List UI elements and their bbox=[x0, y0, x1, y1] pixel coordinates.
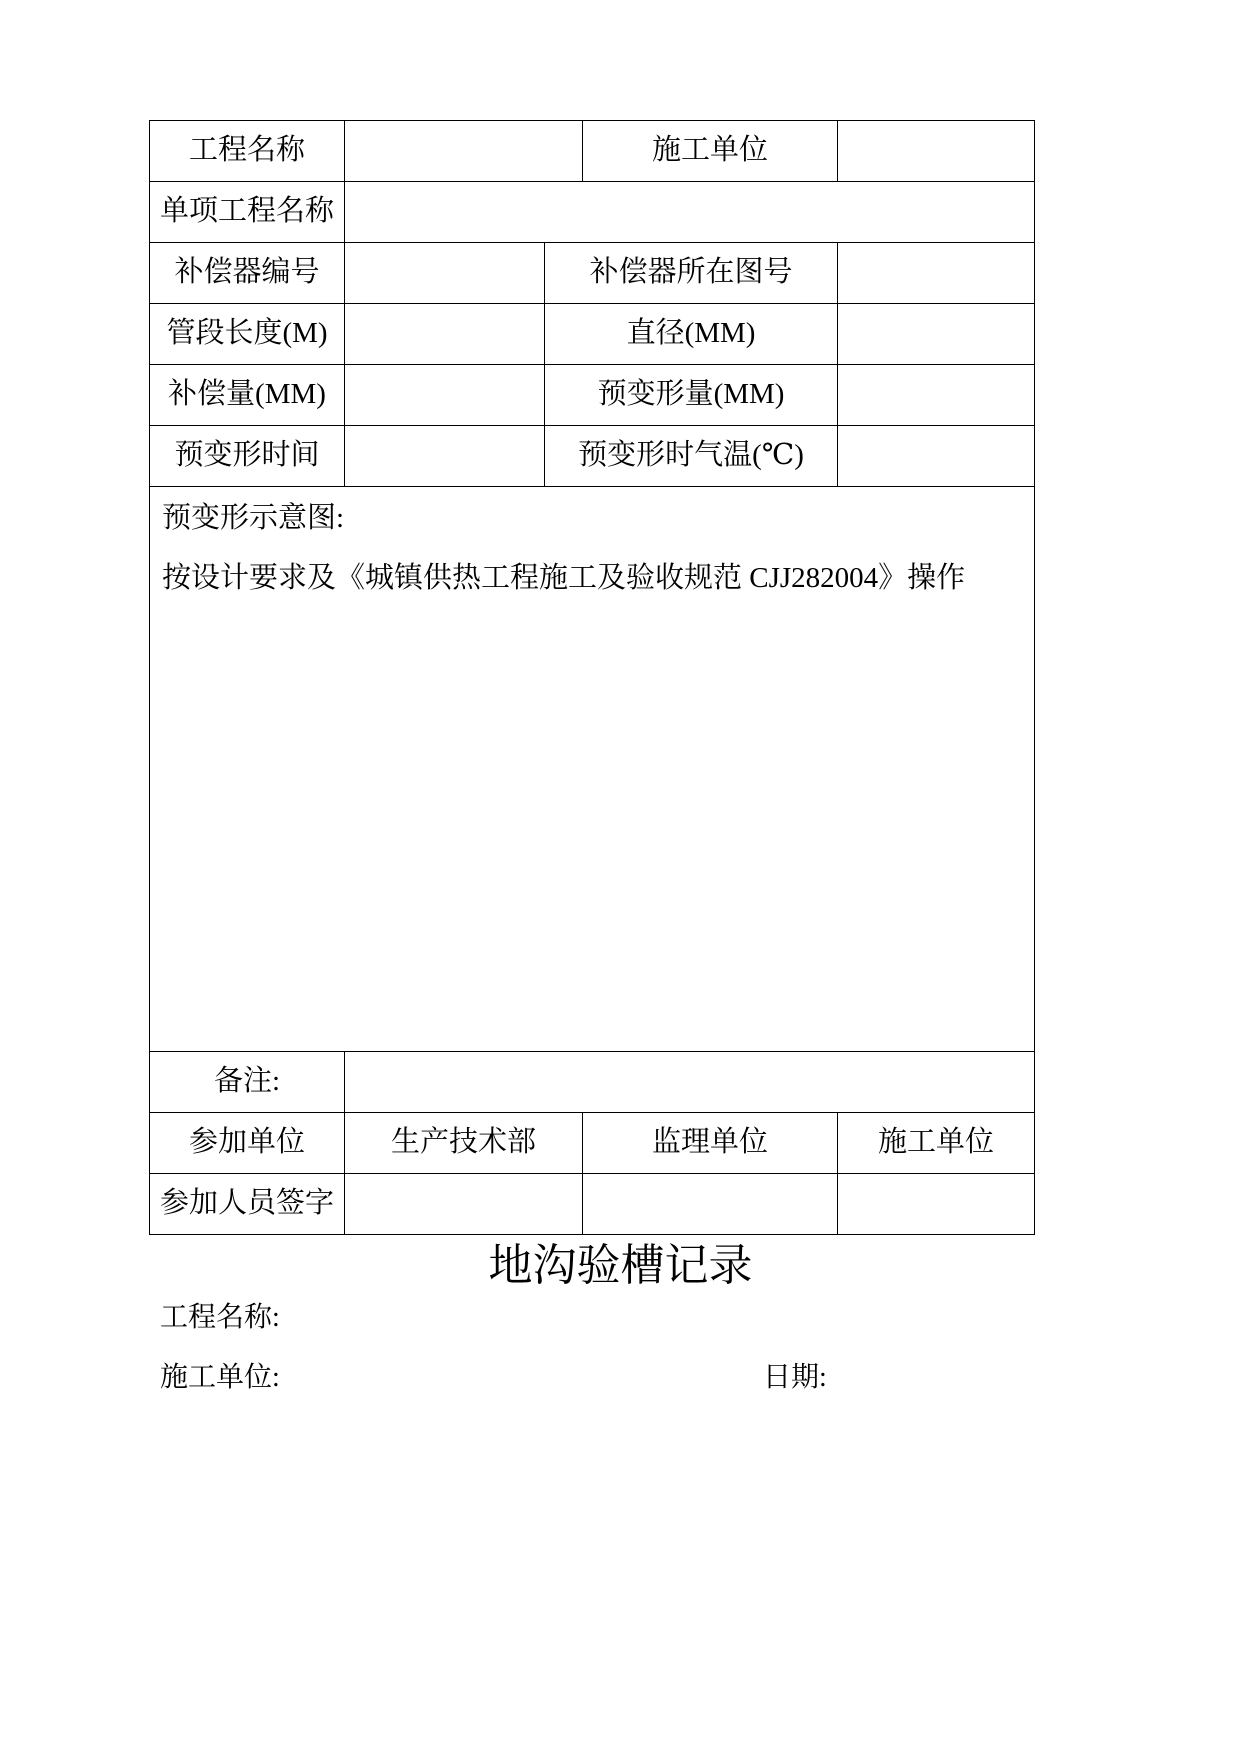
table-row bbox=[150, 304, 1035, 365]
compensator-form-table bbox=[149, 120, 1035, 1235]
table-row bbox=[150, 487, 1035, 1052]
record-title: 地沟验槽记录 bbox=[488, 1241, 753, 1290]
compensator-drawing-value[interactable] bbox=[838, 243, 1035, 304]
record-project-name-label: 工程名称: bbox=[160, 1302, 280, 1333]
signature-supervision-unit[interactable] bbox=[583, 1174, 838, 1235]
predeform-amount-value[interactable] bbox=[838, 365, 1035, 426]
table-row bbox=[150, 365, 1035, 426]
project-name-value[interactable] bbox=[345, 121, 583, 182]
pipe-length-value[interactable] bbox=[345, 304, 545, 365]
pipe-length-label: 管段长度(M) bbox=[150, 304, 345, 365]
predeform-time-value[interactable] bbox=[345, 426, 545, 487]
supervision-unit: 监理单位 bbox=[583, 1113, 838, 1174]
predeform-time-label: 预变形时间 bbox=[150, 426, 345, 487]
diameter-label: 直径(MM) bbox=[545, 304, 838, 365]
record-date-label: 日期: bbox=[763, 1362, 827, 1393]
production-dept: 生产技术部 bbox=[345, 1113, 583, 1174]
diagram-text: 按设计要求及《城镇供热工程施工及验收规范 CJJ282004》操作 bbox=[162, 562, 966, 594]
remarks-label: 备注: bbox=[150, 1052, 345, 1113]
predeform-amount-label: 预变形量(MM) bbox=[545, 365, 838, 426]
compensator-no-value[interactable] bbox=[345, 243, 545, 304]
diagram-cell[interactable] bbox=[150, 487, 1035, 1052]
table-row bbox=[150, 1174, 1035, 1235]
compensation-label: 补偿量(MM) bbox=[150, 365, 345, 426]
project-name-label: 工程名称 bbox=[150, 121, 345, 182]
record-construction-unit-label: 施工单位: bbox=[160, 1362, 280, 1393]
diameter-value[interactable] bbox=[838, 304, 1035, 365]
construction-unit: 施工单位 bbox=[838, 1113, 1035, 1174]
table-row bbox=[150, 121, 1035, 182]
sub-project-value[interactable] bbox=[345, 182, 1035, 243]
table-row bbox=[150, 1052, 1035, 1113]
signature-construction-unit[interactable] bbox=[838, 1174, 1035, 1235]
sub-project-label: 单项工程名称 bbox=[150, 182, 345, 243]
diagram-label: 预变形示意图: bbox=[162, 502, 345, 534]
predeform-temp-value[interactable] bbox=[838, 426, 1035, 487]
signature-production-dept[interactable] bbox=[345, 1174, 583, 1235]
predeform-temp-label: 预变形时气温(℃) bbox=[545, 426, 838, 487]
compensation-value[interactable] bbox=[345, 365, 545, 426]
compensator-drawing-label: 补偿器所在图号 bbox=[545, 243, 838, 304]
table-row bbox=[150, 182, 1035, 243]
construction-unit-label: 施工单位 bbox=[583, 121, 838, 182]
table-row bbox=[150, 243, 1035, 304]
participants-label: 参加单位 bbox=[150, 1113, 345, 1174]
remarks-value[interactable] bbox=[345, 1052, 1035, 1113]
table-row bbox=[150, 1113, 1035, 1174]
construction-unit-value[interactable] bbox=[838, 121, 1035, 182]
compensator-no-label: 补偿器编号 bbox=[150, 243, 345, 304]
table-row bbox=[150, 426, 1035, 487]
signatures-label: 参加人员签字 bbox=[150, 1174, 345, 1235]
